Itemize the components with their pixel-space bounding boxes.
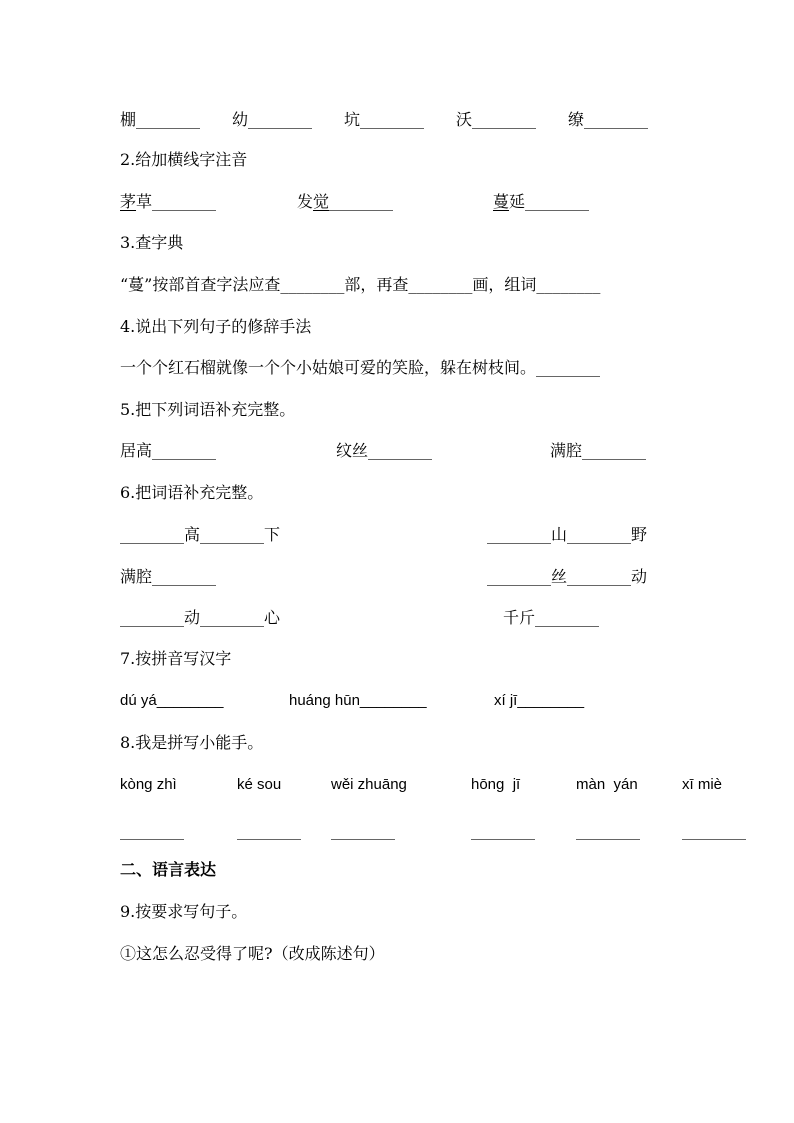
word-blank-3: 坑________ <box>344 110 425 129</box>
question-7-title: 7.按拼音写汉字 <box>120 649 232 668</box>
q5-item-1: 居高________ <box>120 441 217 460</box>
q6-right-1: ________山________野 <box>487 525 648 544</box>
q6-right-2: ________丝________动 <box>487 567 648 586</box>
q2-item-3: 蔓延________ <box>493 192 590 211</box>
q7-item-3: xí jī________ <box>494 692 585 709</box>
question-3-text: “蔓”按部首查字法应查________部，再查________画，组词________ <box>120 275 601 294</box>
question-6-title: 6.把词语补充完整。 <box>120 483 264 502</box>
word-blank-4: 沃________ <box>456 110 537 129</box>
q8-blank-5: ________ <box>576 821 640 840</box>
q7-item-1: dú yá________ <box>120 692 224 709</box>
q8-pinyin-2: ké sou <box>237 776 282 793</box>
word-blank-1: 棚________ <box>120 110 201 129</box>
q6-left-3: ________动________心 <box>120 608 281 627</box>
q8-pinyin-5: màn yán <box>576 776 638 793</box>
question-4-text: 一个个红石榴就像一个个小姑娘可爱的笑脸，躲在树枝间。________ <box>120 358 601 377</box>
q2-item-1: 茅草________ <box>120 192 217 211</box>
q8-pinyin-1: kòng zhì <box>120 776 177 793</box>
q8-blank-4: ________ <box>471 821 535 840</box>
q6-left-2: 满腔________ <box>120 567 217 586</box>
question-3-title: 3.查字典 <box>120 233 184 252</box>
q6-right-3: 千斤________ <box>503 608 600 627</box>
q8-blank-2: ________ <box>237 821 301 840</box>
q2-item-2: 发觉________ <box>297 192 394 211</box>
word-blank-2: 幼________ <box>232 110 313 129</box>
q5-item-3: 满腔________ <box>550 441 647 460</box>
question-9-item-1: ①这怎么忍受得了呢?（改成陈述句） <box>120 944 385 963</box>
q7-item-2: huáng hūn________ <box>289 692 427 709</box>
question-8-title: 8.我是拼写小能手。 <box>120 733 264 752</box>
q8-blank-3: ________ <box>331 821 395 840</box>
q8-blank-6: ________ <box>682 821 746 840</box>
question-9-title: 9.按要求写句子。 <box>120 902 248 921</box>
q8-pinyin-4: hōng jī <box>471 776 521 793</box>
q8-pinyin-6: xī miè <box>682 776 723 793</box>
q6-left-1: ________高________下 <box>120 525 281 544</box>
question-2-title: 2.给加横线字注音 <box>120 150 248 169</box>
q8-pinyin-3: wěi zhuāng <box>331 776 407 793</box>
question-4-title: 4.说出下列句子的修辞手法 <box>120 317 312 336</box>
q5-item-2: 纹丝________ <box>336 441 433 460</box>
word-blank-5: 缭________ <box>568 110 649 129</box>
question-5-title: 5.把下列词语补充完整。 <box>120 400 296 419</box>
section-2-heading: 二、语言表达 <box>120 860 217 879</box>
q8-blank-1: ________ <box>120 821 184 840</box>
